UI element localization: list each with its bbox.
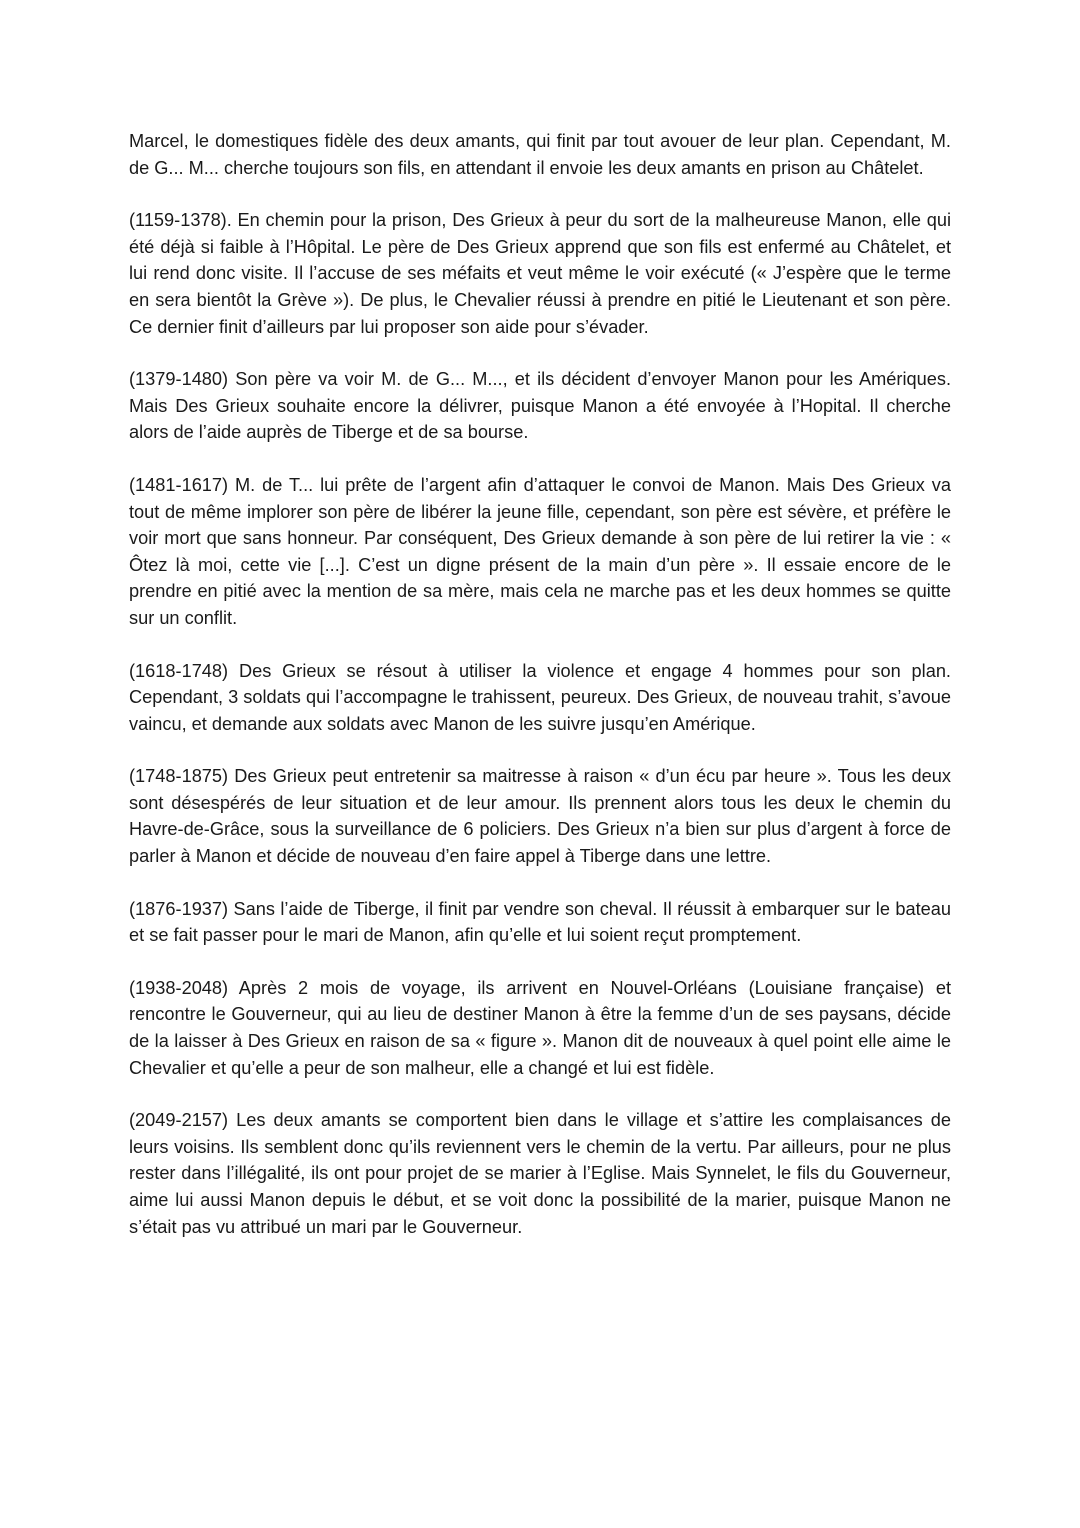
paragraph: (2049-2157) Les deux amants se comportent bien dans le village et s’attire les complaisances de leurs voisins. Ils semblent donc qu’ils reviennent vers le chemin de la vertu. Par ailleurs, pour ne plus rester dans l’illégalité, ils ont pour projet de se marier à l’Eglise. Mais Synnelet, le fils du Gouverneur, aime lui aussi Manon depuis le début, et se voit donc la possibilité de la marier, puisque Manon ne s’était pas vu attribué un mari par le Gouverneur. — [129, 1110, 951, 1237]
document-body — [129, 128, 951, 1266]
paragraph: (1481-1617) M. de T... lui prête de l’argent afin d’attaquer le convoi de Manon. Mais Des Grieux va tout de même implorer son père de libérer la jeune fille, cependant, son père est sévère, et préfère le voir mort que sans honneur. Par conséquent, Des Grieux demande à son père de lui retirer la vie : « Ôtez là moi, cette vie [...]. C’est un digne présent de la main d’un père ». Il essaie encore de le prendre en pitié avec la mention de sa mère, mais cela ne marche pas et les deux hommes se quitte sur un conflit. — [129, 474, 951, 628]
paragraph: Marcel, le domestiques fidèle des deux amants, qui finit par tout avouer de leur plan. Cependant, M. de G... M... cherche toujours son fils, en attendant il envoie les deux amants en prison au Châtelet. — [129, 131, 951, 178]
paragraph: (1159-1378). En chemin pour la prison, Des Grieux à peur du sort de la malheureuse Manon, elle qui été déjà si faible à l’Hôpital. Le père de Des Grieux apprend que son fils est enfermé au Châtelet, et lui rend donc visite. Il l’accuse de ses méfaits et veut même le voir exécuté (« J’espère que le terme en sera bientôt la Grève »). De plus, le Chevalier réussi à prendre en pitié le Lieutenant et son père. Ce dernier finit d’ailleurs par lui proposer son aide pour s’évader. — [129, 210, 951, 337]
paragraph: (1748-1875) Des Grieux peut entretenir sa maitresse à raison « d’un écu par heure ». Tous les deux sont désespérés de leur situation et de leur amour. Ils prennent alors tous les deux le chemin du Havre-de-Grâce, sous la surveillance de 6 policiers. Des Grieux n’a bien sur plus d’argent à force de parler à Manon et décide de nouveau d’en faire appel à Tiberge dans une lettre. — [129, 766, 951, 867]
paragraph: (1618-1748) Des Grieux se résout à utiliser la violence et engage 4 hommes pour son plan. Cependant, 3 soldats qui l’accompagne le trahissent, peureux. Des Grieux, de nouveau trahit, s’avoue vaincu, et demande aux soldats avec Manon de les suivre jusqu’en Amérique. — [129, 660, 951, 734]
paragraph: (1379-1480) Son père va voir M. de G... M..., et ils décident d’envoyer Manon pour les Amériques. Mais Des Grieux souhaite encore la délivrer, puisque Manon a été envoyée à l’Hopital. Il cherche alors de l’aide auprès de Tiberge et de sa bourse. — [129, 369, 951, 443]
paragraph: (1876-1937) Sans l’aide de Tiberge, il finit par vendre son cheval. Il réussit à embarquer sur le bateau et se fait passer pour le mari de Manon, afin qu’elle et lui soient reçut promptement. — [129, 898, 951, 946]
paragraph: (1938-2048) Après 2 mois de voyage, ils arrivent en Nouvel-Orléans (Louisiane française) et rencontre le Gouverneur, qui au lieu de destiner Manon à être la femme d’un de ses paysans, décide de la laisser à Des Grieux en raison de sa « figure ». Manon dit de nouveaux à quel point elle aime le Chevalier et qu’elle a peur de son malheur, elle a changé et lui est fidèle. — [129, 977, 951, 1078]
